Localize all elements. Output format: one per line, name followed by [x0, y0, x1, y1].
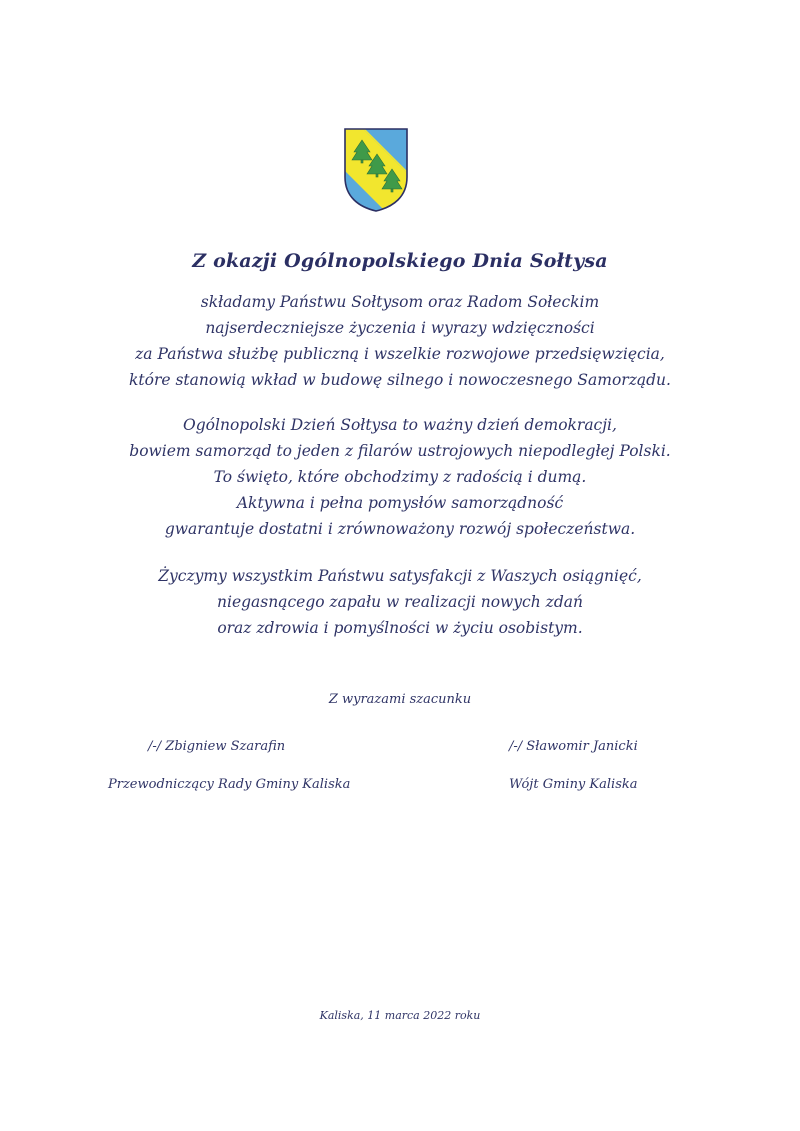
- paragraph-line: bowiem samorząd to jeden z filarów ustrojowych niepodległej Polski.: [129, 442, 671, 460]
- signatory-right-name: /-/ Sławomir Janicki: [509, 739, 638, 754]
- letter-title: Z okazji Ogólnopolskiego Dnia Sołtysa: [192, 250, 608, 272]
- coat-of-arms-icon: [343, 127, 409, 213]
- document-date: Kaliska, 11 marca 2022 roku: [319, 1009, 481, 1022]
- paragraph-democracy: [0, 412, 800, 542]
- paragraph-line: Ogólnopolski Dzień Sołtysa to ważny dzień demokracji,: [183, 416, 617, 434]
- paragraph-line: niegasnącego zapału w realizacji nowych zdań: [217, 593, 583, 611]
- paragraph-line: Aktywna i pełna pomysłów samorządność: [236, 494, 564, 512]
- paragraph-closing-wishes: [0, 563, 800, 641]
- paragraph-line: To święto, które obchodzimy z radością i dumą.: [213, 468, 587, 486]
- signatory-left-name: /-/ Zbigniew Szarafin: [148, 739, 286, 754]
- paragraph-line: oraz zdrowia i pomyślności w życiu osobistym.: [217, 619, 583, 637]
- paragraph-line: składamy Państwu Sołtysom oraz Radom Sołeckim: [200, 293, 600, 311]
- paragraph-line: które stanowią wkład w budowę silnego i nowoczesnego Samorządu.: [129, 371, 671, 389]
- paragraph-line: za Państwa służbę publiczną i wszelkie rozwojowe przedsięwzięcia,: [135, 345, 665, 363]
- paragraph-line: gwarantuje dostatni i zrównoważony rozwój społeczeństwa.: [164, 520, 636, 538]
- paragraph-line: najserdeczniejsze życzenia i wyrazy wdzięczności: [205, 319, 595, 337]
- signatory-right-role: Wójt Gminy Kaliska: [509, 777, 638, 792]
- signatory-left-role: Przewodniczący Rady Gminy Kaliska: [108, 777, 351, 792]
- paragraph-wishes: [0, 289, 800, 393]
- closing-salutation: Z wyrazami szacunku: [328, 692, 472, 707]
- paragraph-line: Życzymy wszystkim Państwu satysfakcji z Waszych osiągnięć,: [158, 567, 642, 585]
